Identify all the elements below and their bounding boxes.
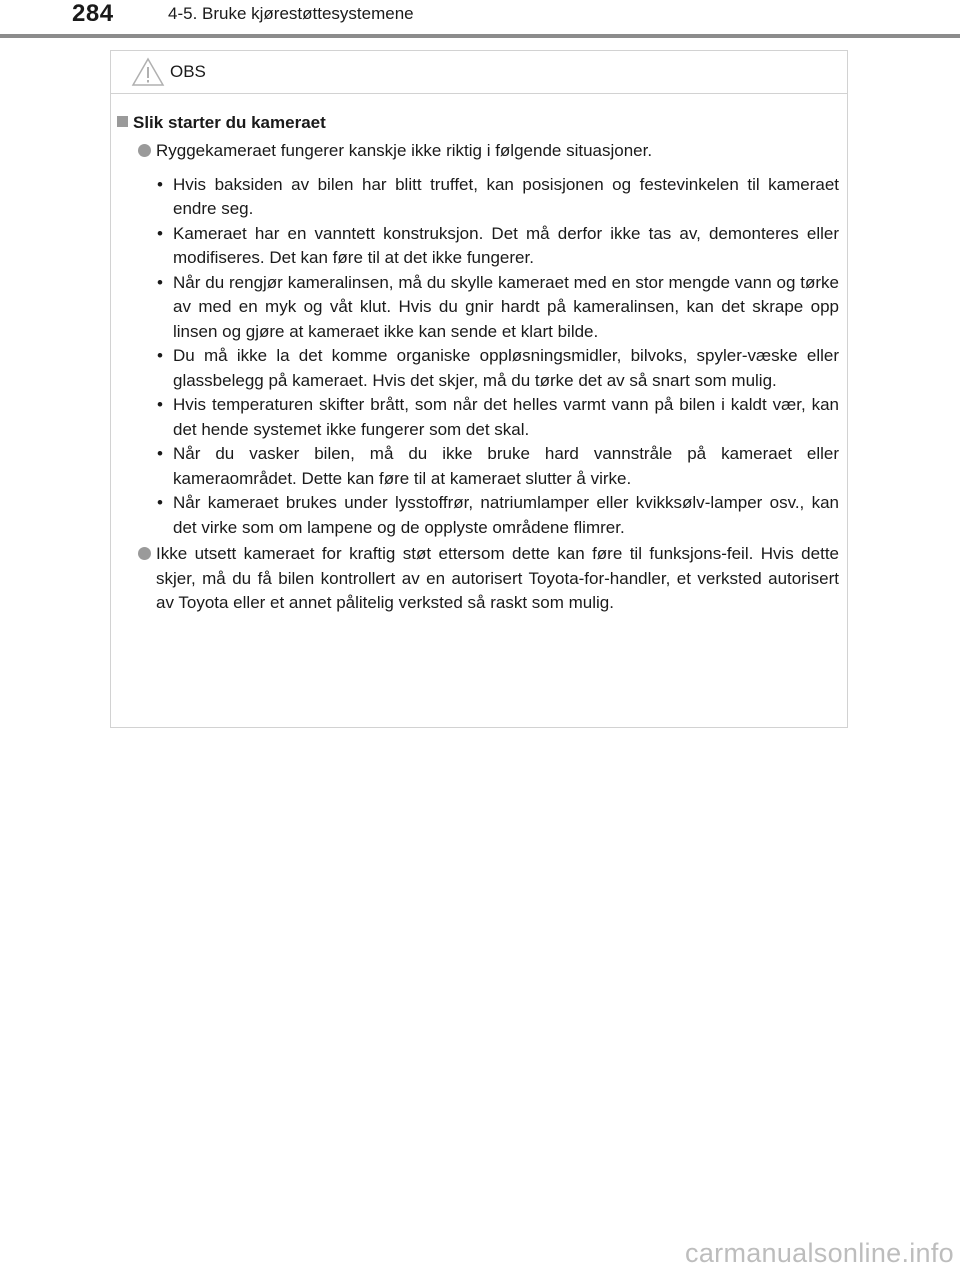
watermark: carmanualsonline.info [685, 1238, 954, 1268]
bullet-point [156, 139, 839, 164]
sub-item-text: Du må ikke la det komme organiske oppløsningsmidler, bilvoks, spyler-væske eller glassbelegg på kameraet. Hvis det skjer, må du tørke det av så snart som mulig. [173, 346, 839, 390]
sub-item-text: Når du vasker bilen, må du ikke bruke hard vannstråle på kameraet eller kameraområdet. Dette kan føre til at kameraet slutter å virke. [173, 444, 839, 488]
warning-triangle-icon [131, 57, 165, 87]
sub-item [157, 491, 839, 540]
sub-item [157, 271, 839, 345]
circle-bullet-icon [138, 144, 151, 157]
sub-list [157, 173, 839, 541]
sub-item-text: Hvis baksiden av bilen har blitt truffet, kan posisjonen og festevinkelen til kameraet endre seg. [173, 174, 839, 218]
dot-bullet-icon: • [157, 444, 163, 463]
dot-bullet-icon: • [157, 493, 163, 512]
header-rule [0, 34, 960, 38]
bullet-text: Ryggekameraet fungerer kanskje ikke riktig i følgende situasjoner. [156, 141, 653, 160]
sub-item [157, 393, 839, 442]
circle-bullet-icon [138, 547, 151, 560]
caution-label: OBS [170, 62, 206, 81]
caution-heading [117, 111, 849, 135]
bullet-text: Ikke utsett kameraet for kraftig støt ettersom dette kan føre til funksjons-feil. Hvis dette skjer, må du få bilen kontrollert av en autorisert Toyota-for-handler, et verksted autorisert av Toyota eller et annet pålitelig verksted så raskt som mulig. [156, 544, 839, 612]
page-header [0, 0, 960, 40]
sub-item-text: Hvis temperaturen skifter brått, som når det helles varmt vann på bilen i kaldt vær, kan det hende systemet ikke fungerer som det skal. [173, 395, 839, 439]
section-title: 4-5. Bruke kjørestøttesystemene [168, 4, 414, 23]
sub-item-text: Når du rengjør kameralinsen, må du skylle kameraet med en stor mengde vann og tørke av med en myk og våt klut. Hvis du gnir hardt på kameralinsen, kan det skrape opp linsen og gjøre at kameraet ikke kan sende et klart bilde. [173, 272, 839, 341]
square-bullet-icon [117, 116, 128, 127]
caution-content [111, 111, 849, 616]
dot-bullet-icon: • [157, 223, 163, 243]
dot-bullet-icon: • [157, 272, 163, 292]
bullet-point [156, 542, 839, 616]
sub-item [157, 173, 839, 222]
sub-item-text: Kameraet har en vanntett konstruksjon. Det må derfor ikke tas av, demonteres eller modifiseres. Det kan føre til at det ikke fungerer. [173, 223, 839, 267]
sub-item [157, 344, 839, 393]
caution-box [110, 50, 848, 728]
heading-text: Slik starter du kameraet [133, 113, 326, 132]
caution-header [111, 51, 847, 94]
page-number: 284 [72, 0, 114, 27]
dot-bullet-icon: • [157, 346, 163, 365]
dot-bullet-icon: • [157, 395, 163, 414]
sub-item [157, 442, 839, 491]
dot-bullet-icon: • [157, 174, 163, 194]
sub-item [157, 222, 839, 271]
sub-item-text: Når kameraet brukes under lysstoffrør, natriumlamper eller kvikksølv-lamper osv., kan det virke som om lampene og de opplyste områdene flimrer. [173, 493, 839, 537]
